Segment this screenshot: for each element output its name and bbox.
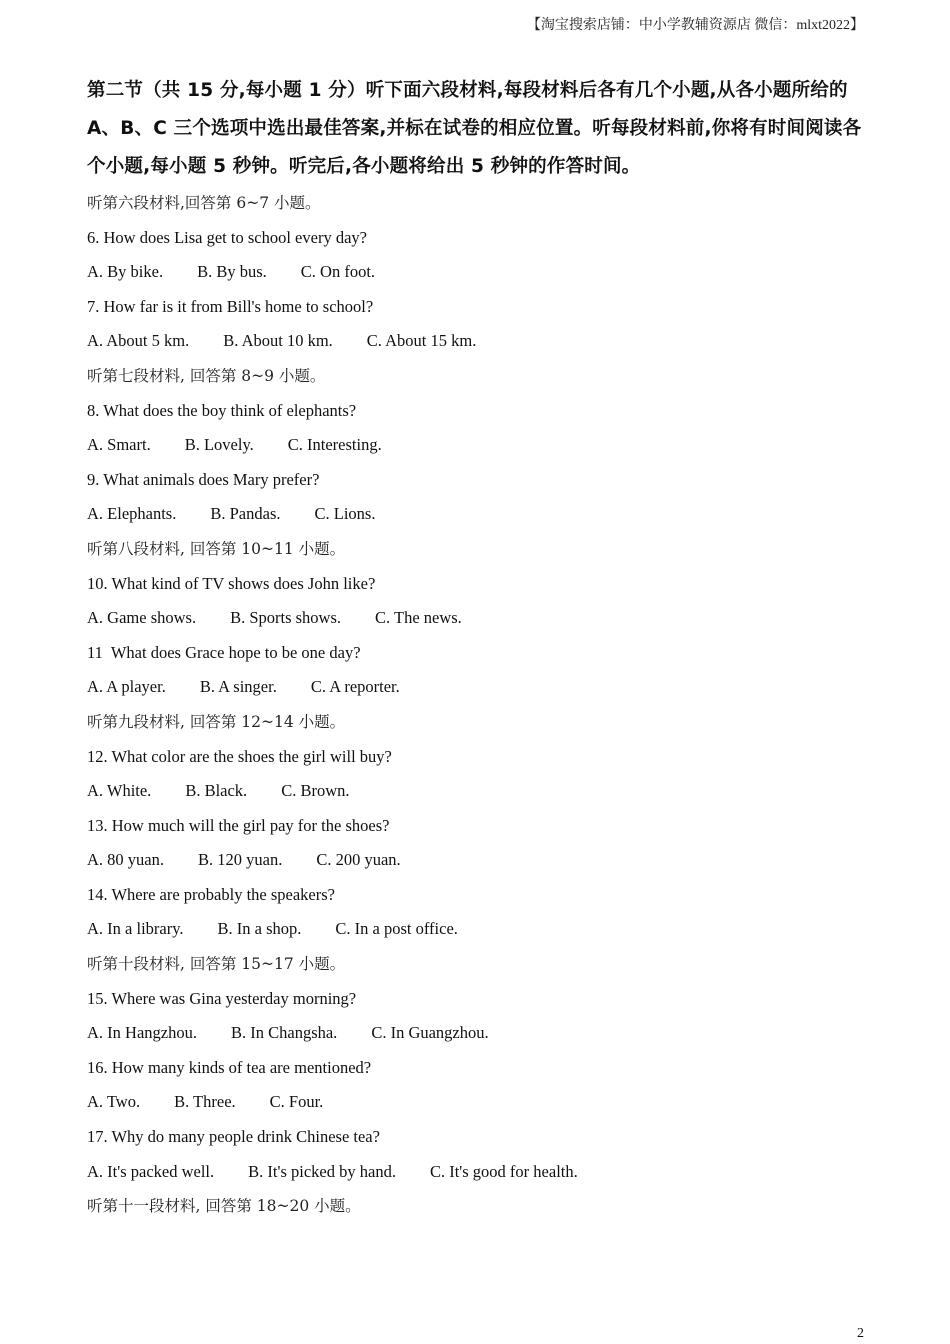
- option-b: B. Three.: [174, 1092, 236, 1112]
- option-a: A. Two.: [87, 1092, 141, 1112]
- material-instruction: 听第八段材料, 回答第 10~11 小题。: [87, 539, 346, 558]
- option-c: C. Interesting.: [287, 435, 382, 455]
- answer-options: [87, 497, 862, 532]
- option-b: B. By bus.: [197, 262, 267, 282]
- option-b: B. Lovely.: [184, 435, 254, 455]
- question-stem: 12. What color are the shoes the girl will buy?: [87, 746, 392, 766]
- option-a: A. 80 yuan.: [87, 850, 164, 870]
- question-stem: 14. Where are probably the speakers?: [87, 884, 335, 904]
- answer-options: [87, 843, 862, 878]
- option-c: C. About 15 km.: [366, 331, 477, 351]
- material-instruction: 听第九段材料, 回答第 12~14 小题。: [87, 712, 346, 731]
- option-a: A. White.: [87, 781, 152, 801]
- answer-options: [87, 601, 862, 636]
- option-a: A. About 5 km.: [87, 331, 190, 351]
- material-instruction: 听第十段材料, 回答第 15~17 小题。: [87, 955, 346, 974]
- answer-options: [87, 670, 862, 705]
- exam-content: [87, 72, 862, 1224]
- option-b: B. In a shop.: [217, 919, 302, 939]
- section-intro: 第二节（共 15 分,每小题 1 分）听下面六段材料,每段材料后各有几个小题,从各小题所给的 A、B、C 三个选项中选出最佳答案,并标在试卷的相应位置。听每段材料前,你将有时间阅读各个小题,每小题 5 秒钟。听完后,各小题将给出 5 秒钟的作答时间。: [87, 80, 862, 177]
- question-stem: 13. How much will the girl pay for the shoes?: [87, 815, 390, 835]
- page-number: 2: [857, 1326, 864, 1341]
- answer-options: [87, 428, 862, 463]
- option-a: A. Smart.: [87, 435, 151, 455]
- material-instruction: 听第六段材料,回答第 6~7 小题。: [87, 194, 321, 212]
- option-a: A. In a library.: [87, 919, 184, 939]
- question-stem: 8. What does the boy think of elephants?: [87, 400, 357, 420]
- question-stem: 9. What animals does Mary prefer?: [87, 469, 320, 489]
- option-a: A. Elephants.: [87, 504, 177, 524]
- option-c: C. It's good for health.: [429, 1161, 578, 1181]
- answer-options: [87, 912, 862, 947]
- option-c: C. In a post office.: [335, 919, 458, 939]
- answer-options: [87, 1155, 862, 1190]
- material-instruction: 听第七段材料, 回答第 8~9 小题。: [87, 366, 326, 385]
- option-c: C. Lions.: [314, 504, 376, 524]
- answer-options: [87, 1016, 862, 1051]
- option-c: C. In Guangzhou.: [371, 1023, 489, 1043]
- option-a: A. In Hangzhou.: [87, 1023, 197, 1043]
- material-instruction: 听第十一段材料, 回答第 18~20 小题。: [87, 1197, 361, 1216]
- option-c: C. On foot.: [300, 262, 376, 282]
- question-stem: 17. Why do many people drink Chinese tea?: [87, 1127, 380, 1147]
- question-stem: 7. How far is it from Bill's home to school?: [87, 296, 374, 316]
- option-c: C. The news.: [375, 608, 462, 628]
- option-a: A. Game shows.: [87, 608, 197, 628]
- option-a: A. By bike.: [87, 262, 164, 282]
- option-c: C. Brown.: [281, 781, 350, 801]
- option-b: B. In Changsha.: [230, 1023, 338, 1043]
- option-b: B. It's picked by hand.: [248, 1161, 396, 1181]
- answer-options: [87, 324, 862, 359]
- option-a: A. A player.: [87, 677, 166, 697]
- question-stem: 11 What does Grace hope to be one day?: [87, 642, 361, 662]
- option-b: B. A singer.: [199, 677, 277, 697]
- option-b: B. Black.: [185, 781, 248, 801]
- option-c: C. 200 yuan.: [316, 850, 401, 870]
- question-stem: 15. Where was Gina yesterday morning?: [87, 988, 357, 1008]
- question-stem: 6. How does Lisa get to school every day?: [87, 227, 367, 247]
- option-b: B. About 10 km.: [223, 331, 333, 351]
- question-stem: 10. What kind of TV shows does John like?: [87, 573, 376, 593]
- answer-options: [87, 1085, 862, 1120]
- option-b: B. 120 yuan.: [198, 850, 283, 870]
- option-c: C. A reporter.: [310, 677, 400, 697]
- option-b: B. Sports shows.: [230, 608, 342, 628]
- question-stem: 16. How many kinds of tea are mentioned?: [87, 1057, 372, 1077]
- option-a: A. It's packed well.: [87, 1161, 215, 1181]
- option-c: C. Four.: [269, 1092, 324, 1112]
- header-note: 【淘宝搜索店铺：中小学教辅资源店 微信：mlxt2022】: [526, 18, 864, 33]
- answer-options: [87, 255, 862, 290]
- option-b: B. Pandas.: [210, 504, 281, 524]
- answer-options: [87, 774, 862, 809]
